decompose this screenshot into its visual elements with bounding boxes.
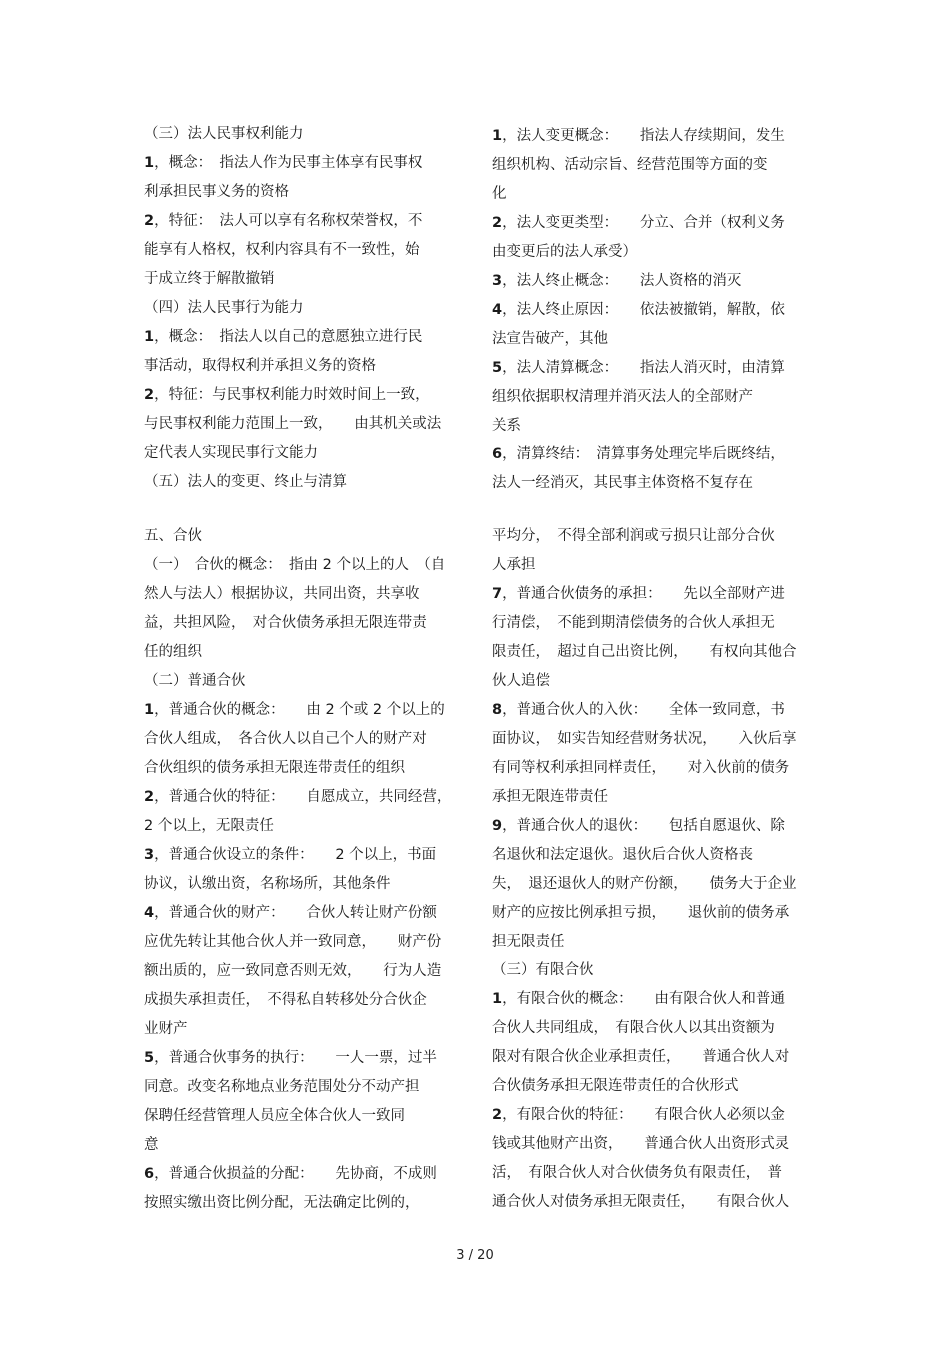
line-text: ，普通合伙事务的执行： 一人一票，过半 [154,1050,437,1066]
text-line [144,178,464,207]
paragraph [144,381,464,468]
line-text: ，有限合伙的特征： 有限合伙人必须以金 [502,1107,785,1123]
line-text: 活， 有限合伙人对合伙债务负有限责任， 普 [492,1165,782,1181]
line-text: ，法人变更概念： 指法人存续期间，发生 [502,128,785,144]
line-text: 限对有限合伙企业承担责任， 普通合伙人对 [492,1049,790,1065]
item-number: 2 [492,1107,503,1123]
text-line [144,957,464,986]
text-line [492,180,812,209]
text-line [144,812,464,841]
paragraph [492,267,812,296]
paragraph [144,551,464,667]
line-text: 钱或其他财产出资， 普通合伙人出资形式灵 [492,1136,790,1152]
text-line [492,725,812,754]
line-text: 法人一经消灭，其民事主体资格不复存在 [492,475,753,491]
paragraph [144,667,464,696]
text-line [144,870,464,899]
text-line [144,638,464,667]
item-number: 3 [492,273,503,289]
item-number: 2 [492,215,503,231]
paragraph [492,122,812,209]
line-text: ，普通合伙人的退伙： 包括自愿退伙、除 [502,818,785,834]
text-line [144,986,464,1015]
line-text: （二）普通合伙 [144,673,246,689]
text-line [144,609,464,638]
paragraph [492,354,812,441]
line-text: 平均分， 不得全部利润或亏损只让部分合伙 [492,528,775,544]
item-number: 1 [492,991,503,1007]
text-line [144,1189,464,1218]
line-text: 关系 [492,418,521,434]
paragraph [144,522,464,551]
paragraph [492,1101,812,1217]
line-text: 应优先转让其他合伙人并一致同意， 财产份 [144,934,442,950]
paragraph [144,120,464,149]
item-number: 8 [492,702,503,718]
line-text: 业财产 [144,1021,188,1037]
line-text: ，普通合伙的特征： 自愿成立，共同经营， [154,789,452,805]
line-text: 承担无限连带责任 [492,789,608,805]
paragraph [144,323,464,381]
text-line [492,1130,812,1159]
text-line [492,209,812,238]
line-text: 伙人追偿 [492,673,550,689]
paragraph [144,149,464,207]
line-text: （三）法人民事权利能力 [144,126,304,142]
text-line [492,1159,812,1188]
text-line [144,1044,464,1073]
line-text: ，普通合伙人的入伙： 全体一致同意，书 [502,702,785,718]
text-line [144,1131,464,1160]
text-line [492,638,812,667]
text-line [144,1160,464,1189]
line-text: 由变更后的法人承受） [492,244,637,260]
line-text: 利承担民事义务的资格 [144,184,289,200]
text-line [144,410,464,439]
item-number: 1 [144,329,155,345]
text-line [492,238,812,267]
line-text: （四）法人民事行为能力 [144,300,304,316]
text-line [492,812,812,841]
paragraph [492,522,812,580]
line-text: ，法人清算概念： 指法人消灭时，由清算 [502,360,785,376]
text-line [144,1015,464,1044]
paragraph [492,985,812,1101]
paragraph [492,696,812,812]
item-number: 6 [492,446,503,462]
line-text: 然人与法人）根据协议，共同出资，共享收 [144,586,420,602]
text-line [144,1102,464,1131]
line-text: 合伙债务承担无限连带责任的合伙形式 [492,1078,739,1094]
item-number: 1 [492,128,503,144]
text-line [492,696,812,725]
text-line [492,841,812,870]
line-text: 额出质的，应一致同意否则无效， 行为人造 [144,963,442,979]
text-line [144,468,464,497]
line-text: 名退伙和法定退伙。退伙后合伙人资格丧 [492,847,753,863]
line-text: 定代表人实现民事行文能力 [144,445,318,461]
text-line [144,551,464,580]
line-text: 人承担 [492,557,536,573]
paragraph [144,294,464,323]
text-line [144,928,464,957]
line-text: 组织机构、活动宗旨、经营范围等方面的变 [492,157,768,173]
line-text: ，法人终止原因： 依法被撤销，解散，依 [502,302,785,318]
text-line [144,265,464,294]
line-text: 事活动，取得权利并承担义务的资格 [144,358,376,374]
item-number: 5 [492,360,503,376]
line-text: 2 个以上，无限责任 [144,818,274,834]
paragraph [492,209,812,267]
text-line [144,352,464,381]
paragraph [492,580,812,696]
line-text: ，普通合伙设立的条件： 2 个以上，书面 [154,847,437,863]
paragraph [144,783,464,841]
text-line [144,381,464,410]
text-line [492,609,812,638]
item-number: 5 [144,1050,155,1066]
line-text: 与民事权利能力范围上一致， 由其机关或法 [144,416,442,432]
text-line [144,580,464,609]
line-text: 面协议， 如实告知经营财务状况， 入伙后享 [492,731,797,747]
line-text: 担无限责任 [492,934,565,950]
text-line [492,469,812,498]
line-text: ，清算终结： 清算事务处理完毕后既终结， [502,446,785,462]
paragraph [144,1044,464,1160]
text-line [492,267,812,296]
text-line [144,120,464,149]
text-line [492,1188,812,1217]
paragraph [144,1160,464,1218]
line-text: 法宣告破产，其他 [492,331,608,347]
paragraph [492,812,812,957]
line-text: 合伙组织的债务承担无限连带责任的组织 [144,760,405,776]
line-text: ，有限合伙的概念： 由有限合伙人和普通 [502,991,785,1007]
text-line [144,899,464,928]
text-line [492,522,812,551]
line-text: ，法人变更类型： 分立、合并（权利义务 [502,215,785,231]
text-line [492,667,812,696]
text-line [492,296,812,325]
text-line [492,1072,812,1101]
paragraph [492,440,812,498]
text-line [492,870,812,899]
line-text: 按照实缴出资比例分配，无法确定比例的， [144,1195,420,1211]
line-text: 合伙人共同组成， 有限合伙人以其出资额为 [492,1020,775,1036]
line-text: （三）有限合伙 [492,962,594,978]
text-line [492,1101,812,1130]
line-text: ，普通合伙损益的分配： 先协商，不成则 [154,1166,437,1182]
text-line [492,383,812,412]
text-line [492,754,812,783]
text-line [492,440,812,469]
text-line [492,412,812,441]
item-number: 1 [144,155,155,171]
text-line [144,294,464,323]
paragraph [144,899,464,1044]
text-line [144,783,464,812]
text-line [492,151,812,180]
line-text: ，特征：与民事权利能力时效时间上一致， [154,387,430,403]
text-line [144,207,464,236]
paragraph [492,296,812,354]
text-line [492,956,812,985]
item-number: 6 [144,1166,155,1182]
paragraph [144,468,464,497]
text-line [144,439,464,468]
text-line [144,1073,464,1102]
text-line [492,122,812,151]
line-text: ，概念： 指法人以自己的意愿独立进行民 [154,329,423,345]
item-number: 3 [144,847,155,863]
text-line [492,580,812,609]
paragraph [144,207,464,294]
text-line [492,354,812,383]
text-line [144,236,464,265]
line-text: 益，共担风险， 对合伙债务承担无限连带责 [144,615,427,631]
line-text: 合伙人组成， 各合伙人以自己个人的财产对 [144,731,427,747]
text-line [144,149,464,178]
line-text: 同意。改变名称地点业务范围处分不动产担 [144,1079,420,1095]
item-number: 2 [144,387,155,403]
text-line [144,725,464,754]
line-text: （五）法人的变更、终止与清算 [144,474,347,490]
line-text: 财产的应按比例承担亏损， 退伙前的债务承 [492,905,790,921]
line-text: 保聘任经营管理人员应全体合伙人一致同 [144,1108,405,1124]
item-number: 9 [492,818,503,834]
page-number: 3 / 20 [456,1248,494,1263]
line-text: ，概念： 指法人作为民事主体享有民事权 [154,155,423,171]
line-text: 行清偿， 不能到期清偿债务的合伙人承担无 [492,615,775,631]
line-text: 协议，认缴出资，名称场所，其他条件 [144,876,391,892]
line-text: 通合伙人对债务承担无限责任， 有限合伙人 [492,1194,790,1210]
line-text: ，法人终止概念： 法人资格的消灭 [502,273,742,289]
text-line [492,899,812,928]
item-number: 2 [144,789,155,805]
line-text: 成损失承担责任， 不得私自转移处分合伙企 [144,992,427,1008]
text-line [492,551,812,580]
text-line [144,841,464,870]
text-line [492,325,812,354]
line-text: 限责任， 超过自己出资比例， 有权向其他合 [492,644,797,660]
text-line [144,667,464,696]
line-text: 任的组织 [144,644,202,660]
paragraph [492,956,812,985]
line-text: 意 [144,1137,159,1153]
text-line [492,783,812,812]
text-line [492,985,812,1014]
line-text: 组织依据职权清理并消灭法人的全部财产 [492,389,753,405]
paragraph [144,841,464,899]
line-text: ，普通合伙的财产： 合伙人转让财产份额 [154,905,437,921]
item-number: 4 [144,905,155,921]
line-text: （一） 合伙的概念： 指由 2 个以上的人 （自 [144,557,446,573]
item-number: 4 [492,302,503,318]
text-line [144,754,464,783]
text-line [144,522,464,551]
text-line [492,1043,812,1072]
line-text: 化 [492,186,507,202]
line-text: 失， 退还退伙人的财产份额， 债务大于企业 [492,876,797,892]
line-text: 五、合伙 [144,528,202,544]
line-text: 于成立终于解散撤销 [144,271,275,287]
text-line [144,323,464,352]
line-text: 能享有人格权，权利内容具有不一致性，始 [144,242,420,258]
line-text: ，普通合伙债务的承担： 先以全部财产进 [502,586,785,602]
item-number: 1 [144,702,155,718]
text-line [144,696,464,725]
paragraph [144,696,464,783]
line-text: ，特征： 法人可以享有名称权荣誉权，不 [154,213,423,229]
line-text: 有同等权利承担同样责任， 对入伙前的债务 [492,760,790,776]
text-line [492,1014,812,1043]
text-line [492,928,812,957]
item-number: 7 [492,586,503,602]
item-number: 2 [144,213,155,229]
line-text: ，普通合伙的概念： 由 2 个或 2 个以上的 [154,702,445,718]
